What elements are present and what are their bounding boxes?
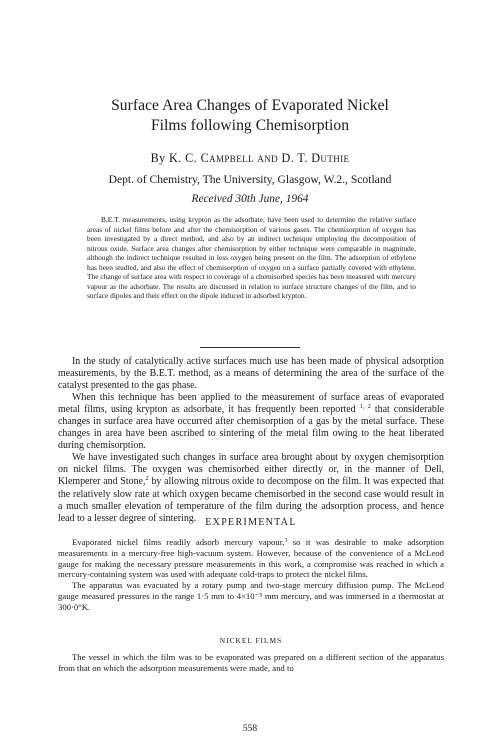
- intro-paragraph-3: [58, 452, 444, 524]
- exp-paragraph-2: The apparatus was evacuated by a rotary pump and two-stage mercury diffusion pump. The McLeod gauge measured pressures in the range 1·5 mm to 4×10⁻⁵ mm mercury, and was immersed in a thermostat at 300·0°K.: [58, 580, 444, 612]
- exp-p1-text-a: Evaporated nickel films readily adsorb mercury vapour,: [72, 537, 285, 547]
- exp-paragraph-1: [58, 537, 444, 580]
- exp-p1-text-b: so it was desirable to make adsorption measurements in a mercury-free high-vacuum system. However, because of the convenience of a McLeod gauge for making the necessary pressure measurements in this work, a compromise was reached in which a mercury-containing system was used with adequate cold-traps to protect the nickel films.: [58, 537, 444, 580]
- nickel-films-section: [58, 652, 444, 674]
- section-divider: [200, 347, 300, 348]
- nf-paragraph-1: The vessel in which the film was to be evaporated was prepared on a different section of the apparatus from that on which the adsorption measurements were made, and to: [58, 652, 444, 673]
- experimental-section: [58, 537, 444, 612]
- authors-by: By: [150, 151, 166, 165]
- abstract: [87, 215, 416, 301]
- intro-paragraph-1: In the study of catalytically active surfaces much use has been made of physical adsorption measurements, by the B.E.T. method, as a means of determining the area of the surface of the catalyst presented to the gas phase.: [58, 356, 444, 392]
- page-number: 558: [242, 724, 258, 734]
- reference-marker: 1, 2: [359, 403, 371, 411]
- introduction: [58, 356, 444, 525]
- received-date: Received 30th June, 1964: [191, 193, 309, 205]
- reference-marker: 2: [145, 475, 149, 483]
- intro-p2-text-a: When this technique has been applied to the measurement of surface areas of evaporated metal films, using krypton as adsorbate, it has frequently been reported: [58, 392, 444, 416]
- affiliation: Dept. of Chemistry, The University, Glasgow, W.2., Scotland: [108, 173, 392, 186]
- title-line-2: Films following Chemisorption: [150, 117, 350, 134]
- heading-nickel-films: NICKEL FILMS: [219, 636, 283, 645]
- author-campbell: K. C. Campbell: [169, 151, 254, 165]
- title-line-1: Surface Area Changes of Evaporated Nickel: [111, 97, 389, 114]
- intro-p3-text-a: We have investigated such changes in surface area brought about by oxygen chemisorption on nickel films. The oxygen was chemisorbed either directly or, in the manner of Dell, Klemperer and Stone,: [58, 452, 444, 488]
- abstract-text: B.E.T. measurements, using krypton as the adsorbate, have been used to determine the relative surface areas of nickel films before and after the chemisorption of various gases. The chemisorption of oxygen has been investigated by a direct method, and also by an indirect technique employing the decomposition of nitrous oxide. Surface area changes after chemisorption by either technique were comparable in magnitude, although the indirect technique resulted in less oxygen being present on the film. The adsorption of ethylene has been studied, and also the effect of chemisorption of oxygen on a surface partially covered with ethylene. The change of surface area with respect to coverage of a chemisorbed species has been measured with mercury vapour as the adsorbate. The results are discussed in relation to surface structure changes of the film, and to surface dipoles and their effect on the dipole induced in adsorbed krypton.: [87, 215, 416, 301]
- intro-paragraph-2: [58, 392, 444, 452]
- authors-and: and: [257, 151, 279, 165]
- intro-p3-text-b: by allowing nitrous oxide to decompose on the film. It was expected that the relatively slow rate at which oxygen became chemisorbed in the second case would result in a much smaller elevation of temperature of the film during the adsorption process, and hence lead to a lesser degree of sintering.: [58, 476, 444, 524]
- reference-marker: 3: [284, 538, 288, 544]
- heading-experimental: EXPERIMENTAL: [205, 517, 297, 528]
- author-line: [60, 151, 440, 166]
- article-title: [60, 96, 440, 136]
- author-duthie: D. T. Duthie: [281, 151, 350, 165]
- intro-p2-text-b: that considerable changes in surface area have occurred after chemisorption of a gas by the metal surface. These changes in area have been ascribed to sintering of the metal film owing to the heat liberated during chemisorption.: [58, 404, 445, 452]
